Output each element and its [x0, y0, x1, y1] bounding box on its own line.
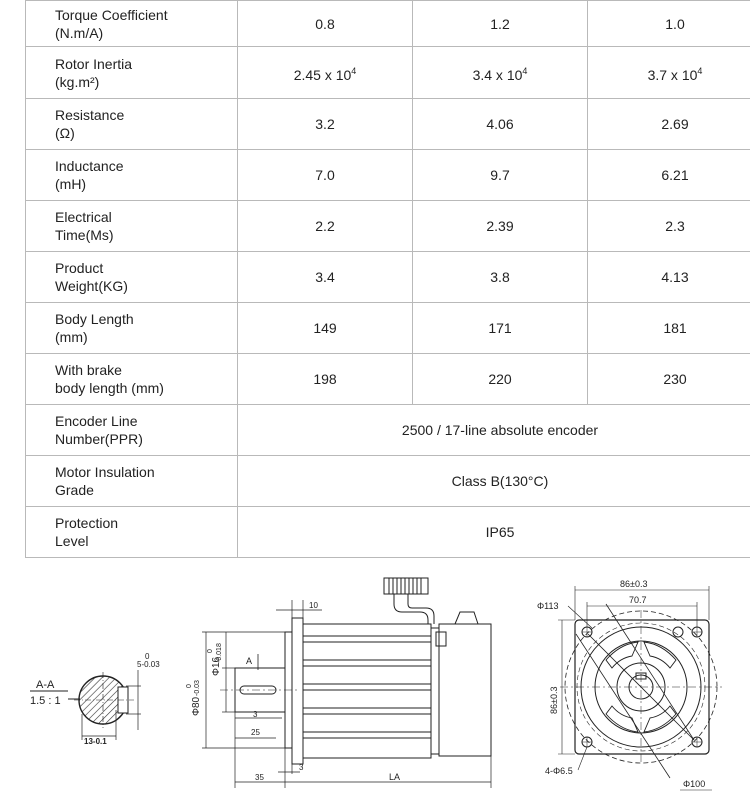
value-cell: 230 — [588, 354, 750, 405]
value-cell: 4.13 — [588, 252, 750, 303]
merged-value-cell: IP65 — [238, 507, 750, 558]
key-length: 25 — [251, 728, 260, 737]
section-mark: A — [246, 656, 253, 666]
row-label-unit: Weight(KG) — [55, 278, 128, 294]
cable — [394, 594, 428, 624]
body-fins — [303, 636, 431, 738]
pilot-dia: Φ80 — [191, 696, 202, 716]
value-cell: 1.2 — [413, 1, 588, 47]
row-label-line: Resistance — [55, 107, 125, 123]
value-cell: 181 — [588, 303, 750, 354]
side-view — [186, 578, 491, 788]
square-outer: 86±0.3 — [620, 579, 648, 589]
row-label-unit: Level — [55, 533, 89, 549]
section-view — [30, 652, 160, 746]
flange — [292, 618, 303, 764]
table-row — [26, 405, 750, 456]
value-cell: 220 — [413, 354, 588, 405]
encoder-mark — [673, 627, 683, 637]
pilot-tol-lower: -0.03 — [194, 680, 201, 696]
mount-holes-leader — [578, 747, 587, 770]
row-label-unit: (mH) — [55, 176, 87, 192]
value-cell: 149 — [238, 303, 413, 354]
table-row — [26, 252, 750, 303]
value-cell: 171 — [413, 303, 588, 354]
table-row — [26, 201, 750, 252]
row-label-unit: (N.m/A) — [55, 24, 104, 41]
encoder-housing — [439, 624, 491, 756]
row-label-line: Product — [55, 260, 104, 276]
circle-outer-leader — [568, 606, 592, 628]
value-cell: 2.39 — [413, 201, 588, 252]
value-cell: 7.0 — [238, 150, 413, 201]
row-label-unit: (kg.m²) — [55, 73, 100, 90]
row-label — [26, 201, 238, 252]
dim-flange-thickness: 10 — [309, 601, 318, 610]
row-label-unit: body length (mm) — [55, 380, 164, 396]
row-label-line: Rotor Inertia — [55, 55, 133, 72]
table-row — [26, 150, 750, 201]
row-label-line: Protection — [55, 515, 119, 531]
value-cell: 2.3 — [588, 201, 750, 252]
value-cell — [238, 47, 413, 99]
body-length: LA — [389, 772, 401, 782]
value-text: 2.45 x 10 — [293, 66, 352, 83]
table-row — [26, 99, 750, 150]
value-text: 3.4 x 10 — [472, 66, 523, 83]
value-text: 3.7 x 10 — [647, 66, 698, 83]
square-vertical: 86±0.3 — [549, 686, 559, 714]
value-cell: 198 — [238, 354, 413, 405]
shaft-length: 35 — [255, 773, 264, 782]
table-row — [26, 354, 750, 405]
value-cell: 3.2 — [238, 99, 413, 150]
row-label — [26, 303, 238, 354]
row-label-line: Body Length — [55, 311, 134, 327]
cable-boot — [455, 612, 478, 624]
row-label — [26, 507, 238, 558]
value-exponent: 4 — [522, 65, 528, 76]
spec-table — [25, 0, 750, 558]
row-label — [26, 456, 238, 507]
cable-2 — [408, 594, 434, 624]
value-cell: 1.0 — [588, 1, 750, 47]
key-width: 13-0.1 — [84, 737, 107, 746]
row-label — [26, 99, 238, 150]
value-cell: 2.69 — [588, 99, 750, 150]
row-label-line: Torque Coefficient — [55, 6, 168, 23]
front-diag-2 — [606, 604, 694, 740]
row-label-unit: (Ω) — [55, 125, 75, 141]
section-scale: 1.5 : 1 — [30, 695, 61, 707]
row-label — [26, 252, 238, 303]
value-cell — [588, 47, 750, 99]
value-cell: 3.4 — [238, 252, 413, 303]
value-exponent: 4 — [351, 65, 357, 76]
encoder-connector — [436, 632, 446, 646]
value-cell: 9.7 — [413, 150, 588, 201]
mount-holes-label: 4-Φ6.5 — [545, 766, 573, 776]
value-cell: 4.06 — [413, 99, 588, 150]
bolt-circle-label: Φ100 — [683, 779, 706, 789]
row-label-line: With brake — [55, 362, 122, 378]
section-title: A-A — [36, 679, 55, 691]
row-label-line: Electrical — [55, 209, 112, 225]
key-offset: 3 — [253, 710, 258, 719]
merged-value-cell: Class B(130°C) — [238, 456, 750, 507]
shaft-tol-lower: -0.018 — [216, 643, 223, 663]
front-view — [537, 579, 722, 790]
value-cell: 6.21 — [588, 150, 750, 201]
row-label — [26, 150, 238, 201]
technical-drawing — [0, 560, 750, 800]
row-label — [26, 354, 238, 405]
hole-spacing: 70.7 — [629, 595, 647, 605]
row-label-unit: Number(PPR) — [55, 431, 143, 447]
shaft-tol-upper: 0 — [207, 649, 214, 653]
row-label — [26, 47, 238, 99]
table-row — [26, 1, 750, 47]
plug-ribs — [389, 578, 421, 594]
row-label — [26, 1, 238, 47]
value-cell: 3.8 — [413, 252, 588, 303]
shaft-dia: Φ16 — [211, 656, 222, 676]
tol-upper: 0 — [145, 652, 150, 661]
value-cell: 0.8 — [238, 1, 413, 47]
row-label-line: Encoder Line — [55, 413, 138, 429]
row-label-line: Motor Insulation — [55, 464, 155, 480]
pilot-tol-upper: 0 — [186, 684, 193, 688]
table-row — [26, 507, 750, 558]
value-cell: 2.2 — [238, 201, 413, 252]
row-label-unit: Grade — [55, 482, 94, 498]
rear-cap — [431, 628, 439, 754]
table-row — [26, 47, 750, 99]
circle-outer: Φ113 — [537, 601, 559, 611]
row-label-unit: (mm) — [55, 329, 88, 345]
merged-value-cell: 2500 / 17-line absolute encoder — [238, 405, 750, 456]
row-label-line: Inductance — [55, 158, 124, 174]
row-label-unit: Time(Ms) — [55, 227, 114, 243]
table-row — [26, 303, 750, 354]
value-exponent: 4 — [697, 65, 703, 76]
tol-lower: 5-0.03 — [137, 660, 160, 669]
row-label — [26, 405, 238, 456]
table-row — [26, 456, 750, 507]
value-cell — [413, 47, 588, 99]
flange-thickness: 3 — [299, 763, 304, 772]
